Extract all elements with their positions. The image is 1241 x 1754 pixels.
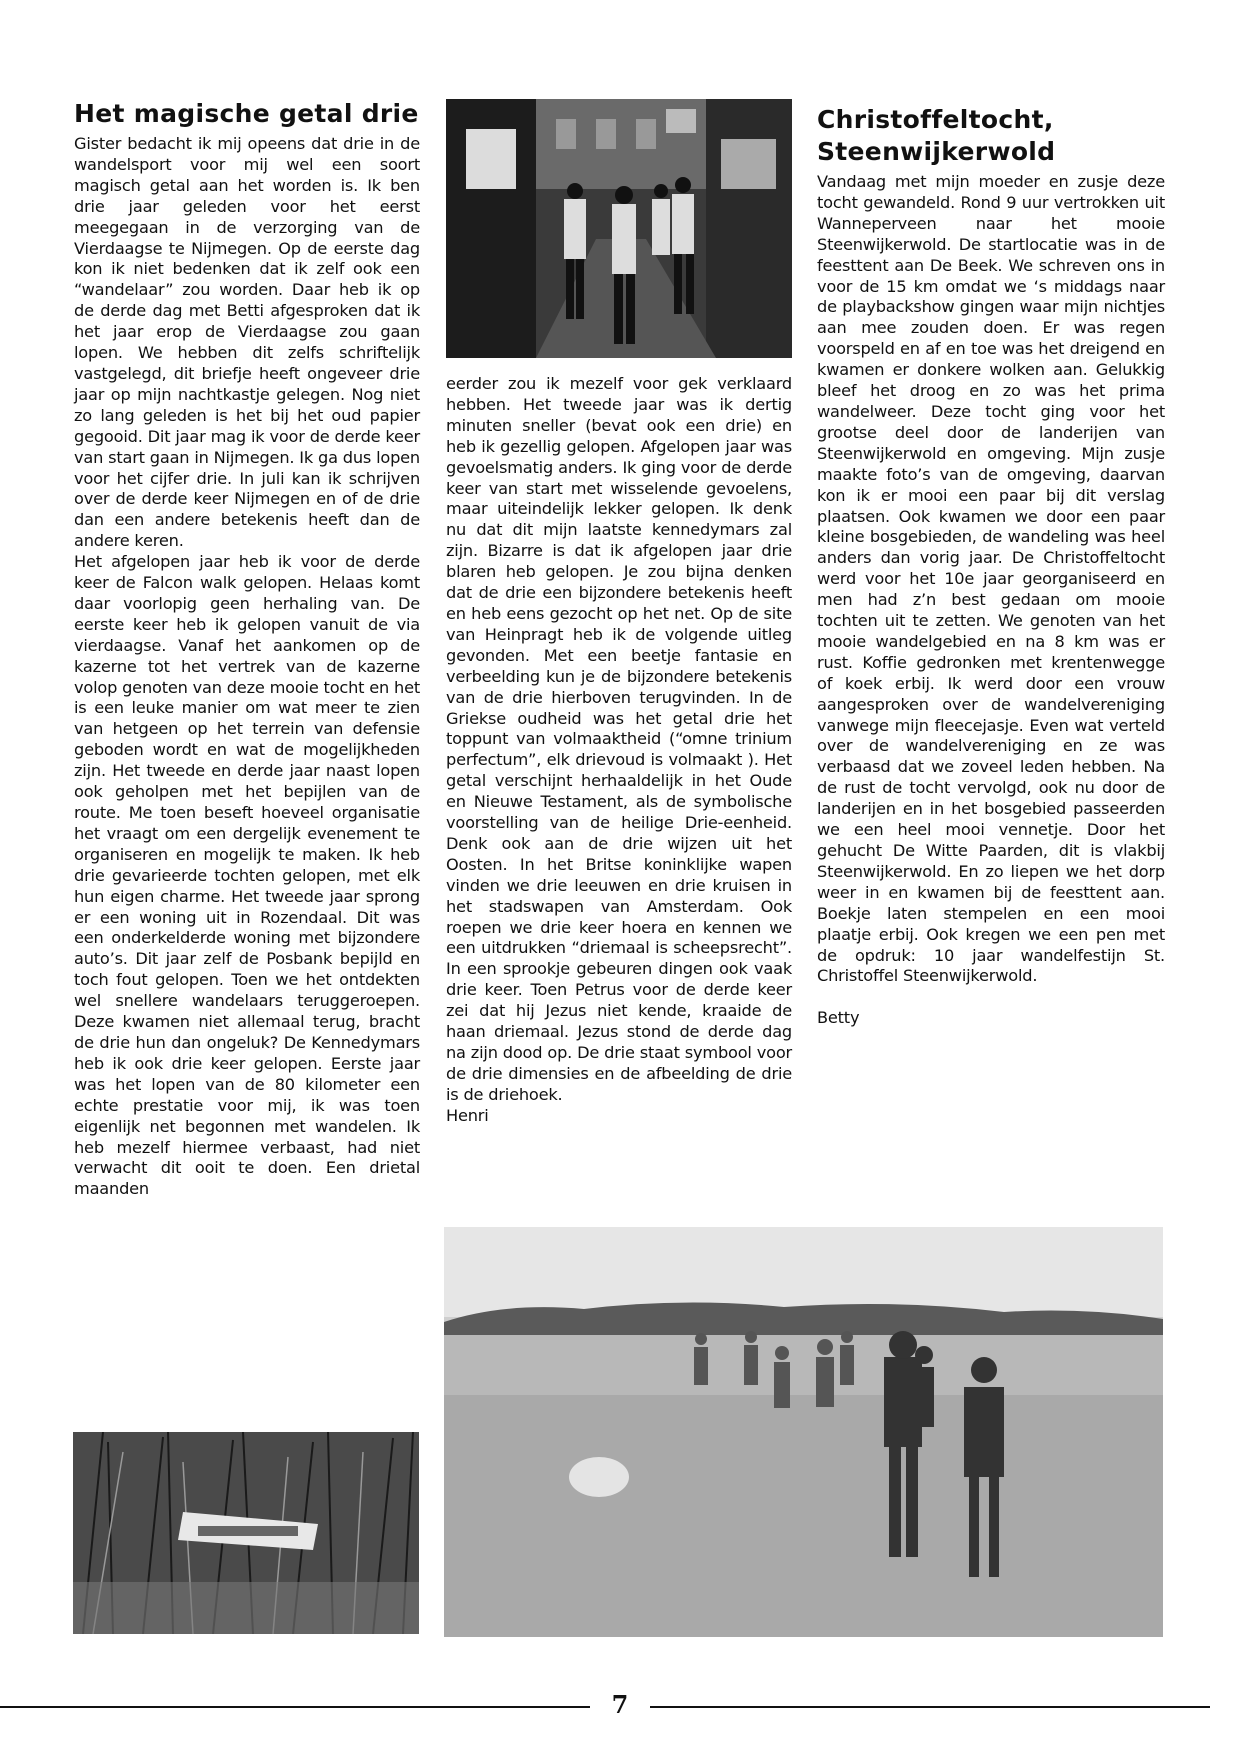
article2-body: Vandaag met mijn moeder en zusje deze tocht gewandeld. Rond 9 uur vertrokken uit Wanneperveen naar het mooie Steenwijkerwold. De startlocatie was in de feesttent aan De Beek. We schreven ons in voor de 15 km omdat we ‘s middags naar de playbackshow gingen waar mijn nichtjes aan mee zouden doen. Er was regen voorspeld en af en toe was het dreigend en kwamen er donkere wolken aan. Gelukkig bleef het droog en zo was het prima wandelweer. Deze tocht ging voor het grootse deel door de landerijen van Steenwijkerwold en omgeving. Mijn zusje maakte foto’s van de omgeving, daarvan kon ik er mooi een paar bij dit verslag plaatsen. Ook kwamen we door een paar kleine bosgebieden, de wandeling was heel anders dan vorig jaar. De Christoffeltocht werd voor het 10e jaar georganiseerd en men had z’n best gedaan om mooie tochten uit te zetten. We genoten van het mooie wandelgebied en na 8 km was er rust. Koffie gedronken met krentenwegge of koek erbij. Ik werd door een vrouw aangesproken over de wandelvereniging vanwege mijn fleecejasje. Even wat verteld over de wandelvereniging en ze was verbaasd dat we zoveel leden hebben. Na de rust de tocht vervolgd, ook nu door de landerijen en in het bosgebied passeerden we een heel mooi vennetje. Door het gehucht De Witte Paarden, dit is vlakbij Steenwijkerwold. En zo liepen we het dorp weer in en kwamen bij de feesttent aan. Boekje laten stempelen en een mooi plaatje erbij. Ook kregen we een pen met de opdruk: 10 jaar wandelfestijn St. Christoffel Steenwijkerwold. (817, 172, 1165, 986)
page-number: 7 (611, 1690, 629, 1719)
article2-title-line2: Steenwijkerwold (817, 137, 1056, 166)
article1-title: Het magische getal drie (74, 99, 419, 128)
article2-author: Betty (817, 1008, 860, 1028)
article1-author: Henri (446, 1105, 489, 1125)
photo-grass-sign (73, 1432, 419, 1634)
footer-rule-left (0, 1706, 590, 1708)
article1-column (74, 98, 420, 1200)
article1-continuation-column (446, 374, 792, 1127)
article2-title (817, 104, 1165, 168)
article2-title-line1: Christoffeltocht, (817, 105, 1054, 134)
article1-continuation: eerder zou ik mezelf voor gek verklaard hebben. Het tweede jaar was ik dertig minuten sneller (bevat ook een drie) en heb ik gezellig gelopen. Afgelopen jaar was gevoelsmatig anders. Ik ging voor de derde keer van start met wisselende gevoelens, maar uiteindelijk lekker gelopen. Ik denk nu dat dit mijn laatste kennedymars zal zijn. Bizarre is dat ik afgelopen jaar drie blaren heb gelopen. Je zou bijna denken dat de drie een bijzondere betekenis heeft en heb eens gezocht op het net. Op de site van Heinpragt heb ik de volgende uitleg gevonden. Met een beetje fantasie en verbeelding kun je de bijzondere betekenis van de drie hierboven terugvinden. In de Griekse oudheid was het getal drie het toppunt van volmaaktheid (“omne trinium perfectum”, elk drievoud is volmaakt ). Het getal verschijnt herhaaldelijk in het Oude en Nieuwe Testament, als de symbolische voorstelling van de heilige Drie-eenheid. Denk ook aan de drie wijzen uit het Oosten. In het Britse koninklijke wapen vinden we drie leeuwen en drie kruisen in het stadswapen van Amsterdam. Ook roepen we drie keer hoera en kennen we een uitdrukken “driemaal is scheepsrecht”. In een sprookje gebeuren dingen ook vaak drie keer. Toen Petrus voor de derde keer zei dat hij Jezus niet kende, kraaide de haan driemaal. Jezus stond de derde dag na zijn dood op. De drie staat symbool voor de drie dimensies en de afbeelding de drie is de driehoek. (446, 374, 792, 1104)
article1-paragraph-1: Gister bedacht ik mij opeens dat drie in de wandelsport voor mij wel een soort magisch getal aan het worden is. Ik ben drie jaar geleden voor het eerst meegegaan in de verzorging van de Vierdaagse te Nijmegen. Op de eerste dag kon ik niet bedenken dat ik zelf ook een “wandelaar” zou worden. Daar heb ik op de derde dag met Betti afgesproken dat ik het jaar erop de Vierdaagse zou gaan lopen. We hebben dit zelfs schriftelijk vastgelegd, dit briefje heeft ongeveer drie jaar op mijn nachtkastje gelegen. Nog niet zo lang geleden is het bij het oud papier gegooid. Dit jaar mag ik voor de derde keer van start gaan in Nijmegen. Ik ga dus lopen voor het cijfer drie. In juli kan ik schrijven over de derde keer Nijmegen en of de drie dan een andere betekenis heeft dan de andere keren. (74, 134, 420, 551)
photo-beach-walkers (444, 1227, 1163, 1637)
article2-column (817, 104, 1165, 1029)
footer-rule-right (650, 1706, 1210, 1708)
photo-street-walkers (446, 99, 792, 358)
article1-paragraph-2: Het afgelopen jaar heb ik voor de derde keer de Falcon walk gelopen. Helaas komt daar voorlopig geen herhaling van. De eerste keer heb ik gelopen vanuit de via vierdaagse. Vanaf het aankomen op de kazerne tot het vertrek van de kazerne volop genoten van deze mooie tocht en het is een leuke manier om wat meer te zien van hetgeen op het terrein van defensie geboden wordt en wat de mogelijkheden zijn. Het tweede en derde jaar naast lopen ook geholpen met het bepijlen van de route. Me toen beseft hoeveel organisatie het vraagt om een dergelijk evenement te organiseren en mogelijk te maken. Ik heb drie gevarieerde tochten gelopen, met elk hun eigen charme. Het tweede jaar sprong er een woning uit in Rozendaal. Dit was een onderkelderde woning met bijzondere auto’s. Dit jaar zelf de Posbank bepijld en toch fout gelopen. Toen we het ontdekten wel snellere wandelaars teruggeroepen. Deze kwamen niet allemaal terug, bracht de drie hun dan ongeluk? De Kennedymars heb ik ook drie keer gelopen. Eerste jaar was het lopen van de 80 kilometer een echte prestatie voor mij, ik was toen eigenlijk net begonnen met wandelen. Ik heb mezelf hiermee verbaast, had niet verwacht dit ooit te doen. Een drietal maanden (74, 552, 420, 1199)
